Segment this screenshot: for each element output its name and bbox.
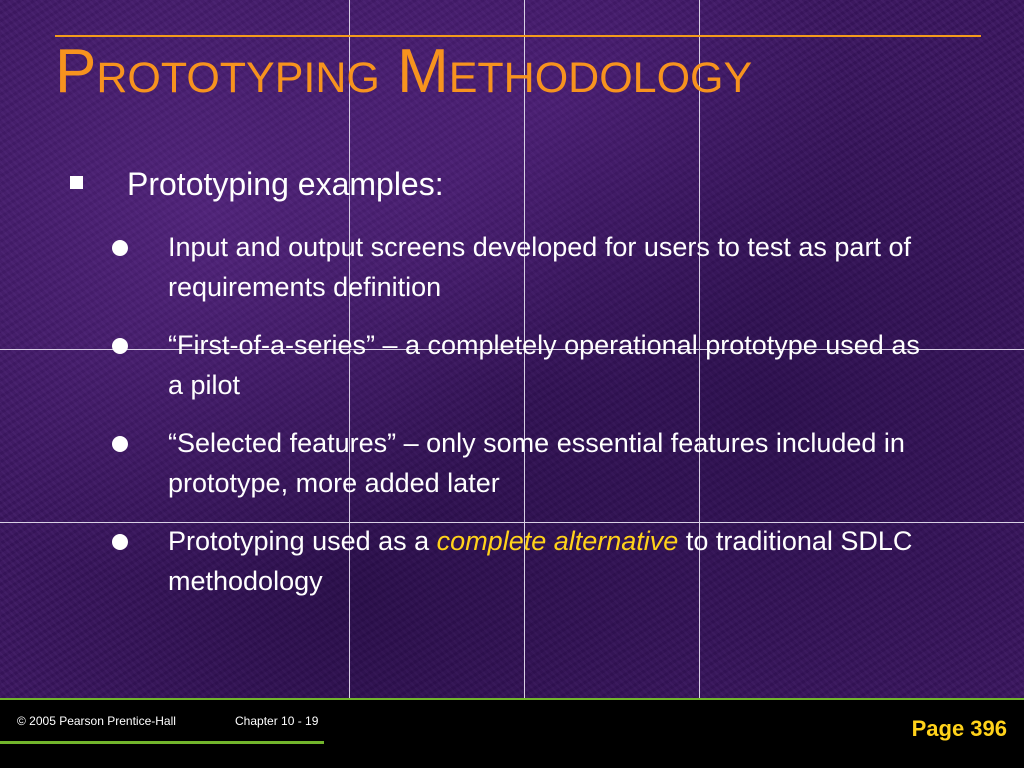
square-bullet-icon [70, 176, 83, 189]
footer-rule [0, 698, 1024, 700]
sub-bullet-text-start: Prototyping used as a [168, 526, 437, 556]
bullet-text: Prototyping examples: [127, 166, 444, 202]
emphasis-text: complete alternative [436, 526, 679, 556]
round-bullet-icon [112, 534, 128, 550]
sub-bullet-text: “First-of-a-series” – a completely operational prototype used as a pilot [168, 330, 920, 400]
chapter-label: Chapter 10 - 19 [235, 714, 319, 728]
sub-bullet-text [168, 521, 938, 601]
slide-title: Prototyping Methodology [55, 37, 753, 106]
sub-bullet-text: Input and output screens developed for users to test as part of requirements definition [168, 232, 911, 302]
page-reference: Page 396 [911, 716, 1007, 741]
round-bullet-icon [112, 436, 128, 452]
sub-bullet-text: “Selected features” – only some essential features included in prototype, more added later [168, 428, 905, 498]
copyright-text: © 2005 Pearson Prentice-Hall [17, 714, 176, 728]
round-bullet-icon [112, 338, 128, 354]
round-bullet-icon [112, 240, 128, 256]
slide-footer [0, 698, 1024, 768]
footer-accent-rule [0, 741, 324, 744]
sub-bullet-text-end: to traditional SDLC methodology [168, 526, 913, 596]
